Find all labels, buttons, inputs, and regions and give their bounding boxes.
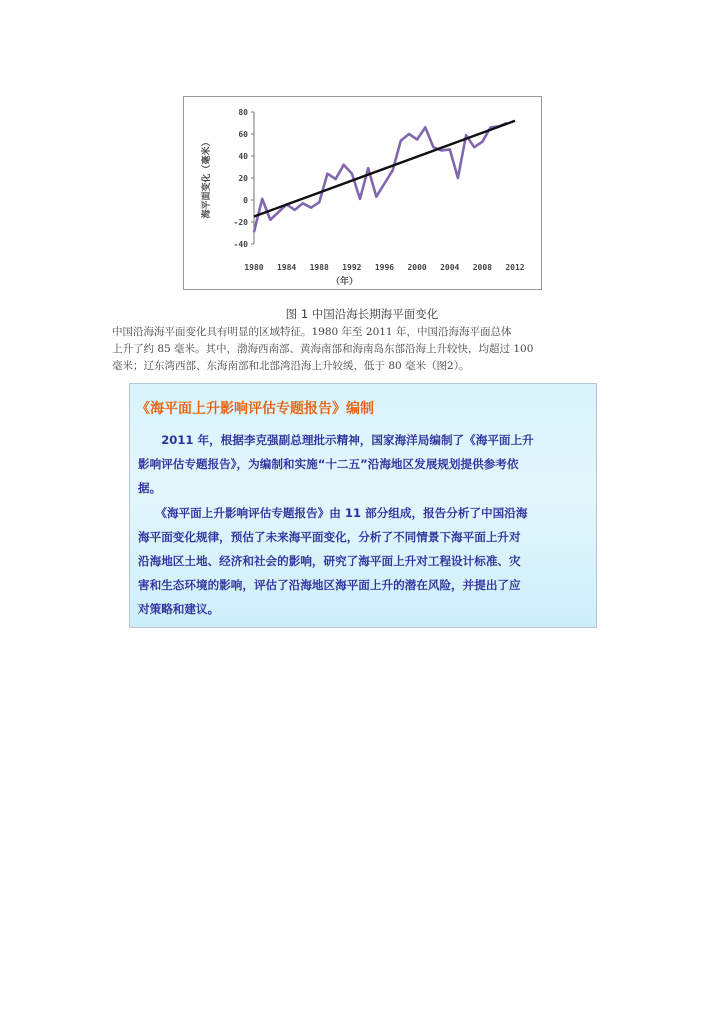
- sea-level-point: [490, 127, 492, 129]
- x-tick-label: 1980: [244, 263, 264, 272]
- intro-line: 毫米；辽东湾西部、东海南部和北部湾沿海上升较缓，低于 80 毫米（图2）。: [112, 360, 470, 372]
- trend-line: [254, 121, 515, 217]
- y-tick-label: -40: [233, 240, 248, 249]
- figure-caption: 图 1 中国沿海长期海平面变化: [285, 307, 439, 321]
- sea-level-point: [392, 170, 394, 172]
- y-tick-label: 20: [238, 174, 248, 183]
- sea-level-point: [473, 146, 475, 148]
- report-line: 《海平面上升影响评估专题报告》由 11 部分组成，报告分析了中国沿海: [138, 505, 528, 520]
- sea-level-chart-svg: [184, 97, 541, 289]
- sea-level-point: [270, 219, 272, 221]
- sea-level-point: [400, 140, 402, 142]
- x-tick-label: 2004: [440, 263, 460, 272]
- y-tick-label: -20: [233, 218, 248, 227]
- report-box: [129, 383, 597, 628]
- x-axis-label: （年）: [330, 277, 359, 287]
- report-line: 海平面变化规律，预估了未来海平面变化，分析了不同情景下海平面上升对: [138, 529, 521, 544]
- sea-level-point: [335, 178, 337, 180]
- sea-level-point: [376, 196, 378, 198]
- sea-level-point: [408, 133, 410, 135]
- sea-level-point: [449, 149, 451, 151]
- sea-level-point: [424, 127, 426, 129]
- sea-level-point: [457, 177, 459, 179]
- sea-level-point: [416, 139, 418, 141]
- sea-level-point: [441, 150, 443, 152]
- x-tick-label: 1988: [309, 263, 329, 272]
- sea-level-point: [465, 134, 467, 136]
- sea-level-point: [367, 167, 369, 169]
- report-line: 害和生态环境的影响，评估了沿海地区海平面上升的潜在风险，并提出了应: [138, 578, 521, 593]
- sea-level-series-line: [254, 123, 507, 232]
- intro-paragraph: [112, 324, 612, 375]
- y-tick-label: 60: [238, 130, 248, 139]
- report-title: 《海平面上升影响评估专题报告》编制: [136, 401, 374, 417]
- report-line: 沿海地区土地、经济和社会的影响，研究了海平面上升对工程设计标准、灾: [138, 554, 521, 569]
- sea-level-point: [253, 231, 255, 233]
- y-tick-label: 80: [238, 108, 248, 117]
- sea-level-point: [261, 198, 263, 200]
- x-tick-label: 2008: [472, 263, 493, 272]
- report-body: [138, 428, 594, 622]
- x-tick-label: 1992: [342, 263, 362, 272]
- intro-line: 上升了约 85 毫米。其中，渤海西南部、黄海南部和海南岛东部沿海上升较快，均超过 100: [112, 343, 534, 355]
- sea-level-point: [310, 207, 312, 209]
- report-line: 影响评估专题报告》，为编制和实施“十二五”沿海地区发展规划提供参考依: [138, 457, 519, 472]
- sea-level-point: [343, 164, 345, 166]
- report-line: 对策略和建议。: [138, 602, 220, 617]
- sea-level-point: [384, 183, 386, 185]
- sea-level-point: [302, 203, 304, 205]
- report-line: 据。: [138, 481, 162, 496]
- report-line: 2011 年，根据李克强副总理批示精神，国家海洋局编制了《海平面上升: [138, 433, 534, 447]
- sea-level-point: [278, 211, 280, 213]
- sea-level-point: [327, 173, 329, 175]
- sea-level-point: [294, 209, 296, 211]
- y-tick-label: 0: [243, 196, 248, 205]
- sea-level-point: [482, 141, 484, 143]
- sea-level-point: [433, 146, 435, 148]
- x-tick-label: 1984: [276, 263, 297, 272]
- x-tick-label: 2000: [407, 263, 427, 272]
- sea-level-point: [359, 198, 361, 200]
- sea-level-chart: [183, 96, 542, 290]
- sea-level-point: [318, 201, 320, 203]
- intro-line: 中国沿海海平面变化具有明显的区域特征。1980 年至 2011 年，中国沿海海平面总体: [112, 326, 512, 338]
- x-tick-label: 1996: [374, 263, 395, 272]
- y-tick-label: 40: [238, 152, 248, 161]
- y-axis-label: 海平面变化（毫米）: [202, 137, 212, 219]
- x-tick-label: 2012: [505, 263, 525, 272]
- sea-level-point: [351, 173, 353, 175]
